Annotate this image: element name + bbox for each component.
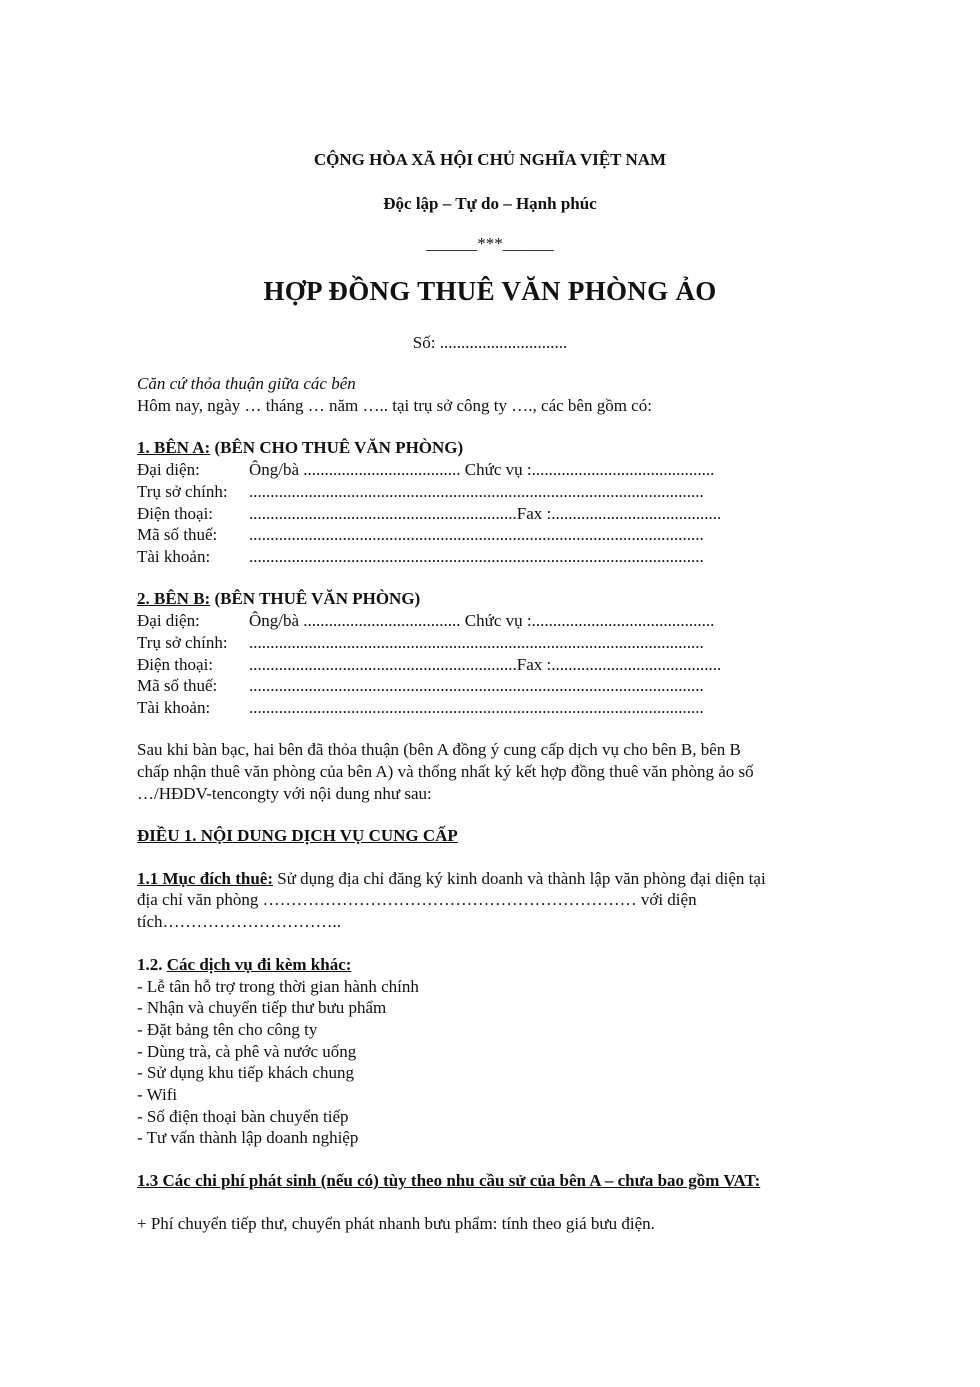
intro-basis: Căn cứ thỏa thuận giữa các bên bbox=[137, 374, 356, 393]
party-a-field-label: Tài khoản: bbox=[137, 547, 211, 566]
purpose-line bbox=[137, 868, 766, 890]
list-item: - Tư vấn thành lập doanh nghiệp bbox=[137, 1128, 359, 1147]
agreement-line: chấp nhận thuê văn phòng của bên A) và thống nhất ký kết hợp đồng thuê văn phòng ảo số bbox=[137, 762, 754, 781]
purpose-label: 1.1 Mục đích thuê: bbox=[137, 869, 273, 888]
party-a-field-value: Ông/bà ..................................... Chức vụ :........................................... bbox=[249, 460, 715, 479]
list-item: - Sử dụng khu tiếp khách chung bbox=[137, 1063, 354, 1082]
party-a-label: 1. BÊN A: bbox=[137, 438, 211, 457]
header-separator: ______***______ bbox=[426, 234, 554, 253]
list-item: - Lễ tân hỗ trợ trong thời gian hành chính bbox=[137, 977, 419, 996]
list-item: - Wifi bbox=[137, 1085, 178, 1104]
party-b-field-value: ........................................................................................................... bbox=[249, 698, 704, 717]
party-a-field-label: Điện thoại: bbox=[137, 504, 214, 523]
services-number: 1.2. bbox=[137, 955, 167, 974]
list-item: - Số điện thoại bàn chuyển tiếp bbox=[137, 1107, 349, 1126]
document-title: HỢP ĐỒNG THUÊ VĂN PHÒNG ẢO bbox=[263, 276, 717, 306]
party-b-field-label: Tài khoản: bbox=[137, 698, 211, 717]
intro-date-location: Hôm nay, ngày … tháng … năm ….. tại trụ sở công ty …., các bên gồm có: bbox=[137, 396, 652, 415]
national-header: CỘNG HÒA XÃ HỘI CHỦ NGHĨA VIỆT NAM bbox=[313, 150, 667, 169]
party-a-desc: (BÊN CHO THUÊ VĂN PHÒNG) bbox=[210, 438, 464, 457]
party-b-label: 2. BÊN B: bbox=[137, 589, 211, 608]
party-b-field-value: ........................................................................................................... bbox=[249, 676, 704, 695]
list-item: - Dùng trà, cà phê và nước uống bbox=[137, 1042, 357, 1061]
agreement-line: Sau khi bàn bạc, hai bên đã thỏa thuận (bên A đồng ý cung cấp dịch vụ cho bên B, bên B bbox=[137, 740, 741, 759]
party-b-field-label: Đại diện: bbox=[137, 611, 200, 630]
party-b-field-label: Trụ sở chính: bbox=[137, 633, 228, 652]
national-motto: Độc lập – Tự do – Hạnh phúc bbox=[383, 194, 597, 213]
services-label: Các dịch vụ đi kèm khác: bbox=[166, 955, 352, 974]
party-b-field-value: Ông/bà ..................................... Chức vụ :........................................... bbox=[249, 611, 715, 630]
agreement-line: …/HĐDV-tencongty với nội dung như sau: bbox=[137, 784, 432, 803]
party-b-heading bbox=[137, 588, 420, 610]
purpose-text: Sử dụng địa chỉ đăng ký kinh doanh và thành lập văn phòng đại diện tại bbox=[273, 869, 766, 888]
party-a-field-label: Mã số thuế: bbox=[137, 525, 218, 544]
costs-item: + Phí chuyển tiếp thư, chuyển phát nhanh bưu phẩm: tính theo giá bưu điện. bbox=[137, 1214, 655, 1233]
services-heading bbox=[137, 954, 351, 976]
party-a-field-value: ........................................................................................................... bbox=[249, 525, 704, 544]
party-b-field-value: ........................................................................................................... bbox=[249, 633, 704, 652]
party-a-field-label: Trụ sở chính: bbox=[137, 482, 228, 501]
contract-number: Số: .............................. bbox=[412, 333, 568, 352]
party-a-heading bbox=[137, 437, 463, 459]
article-1-heading: ĐIỀU 1. NỘI DUNG DỊCH VỤ CUNG CẤP bbox=[137, 826, 458, 845]
purpose-line-2: địa chỉ văn phòng ………………………………………………………… với diện bbox=[137, 890, 697, 909]
costs-heading: 1.3 Các chi phí phát sinh (nếu có) tùy theo nhu cầu sử của bên A – chưa bao gồm VAT: bbox=[137, 1171, 761, 1190]
party-b-desc: (BÊN THUÊ VĂN PHÒNG) bbox=[210, 589, 421, 608]
party-b-field-label: Mã số thuế: bbox=[137, 676, 218, 695]
party-a-field-value: ........................................................................................................... bbox=[249, 547, 704, 566]
party-a-field-label: Đại diện: bbox=[137, 460, 200, 479]
list-item: - Nhận và chuyển tiếp thư bưu phẩm bbox=[137, 998, 387, 1017]
party-a-field-value: ........................................................................................................... bbox=[249, 482, 704, 501]
party-a-field-value: ...............................................................Fax :........................................ bbox=[249, 504, 722, 523]
list-item: - Đặt bảng tên cho công ty bbox=[137, 1020, 318, 1039]
purpose-line-3: tích………………………….. bbox=[137, 912, 341, 931]
party-b-field-label: Điện thoại: bbox=[137, 655, 214, 674]
party-b-field-value: ...............................................................Fax :........................................ bbox=[249, 655, 722, 674]
